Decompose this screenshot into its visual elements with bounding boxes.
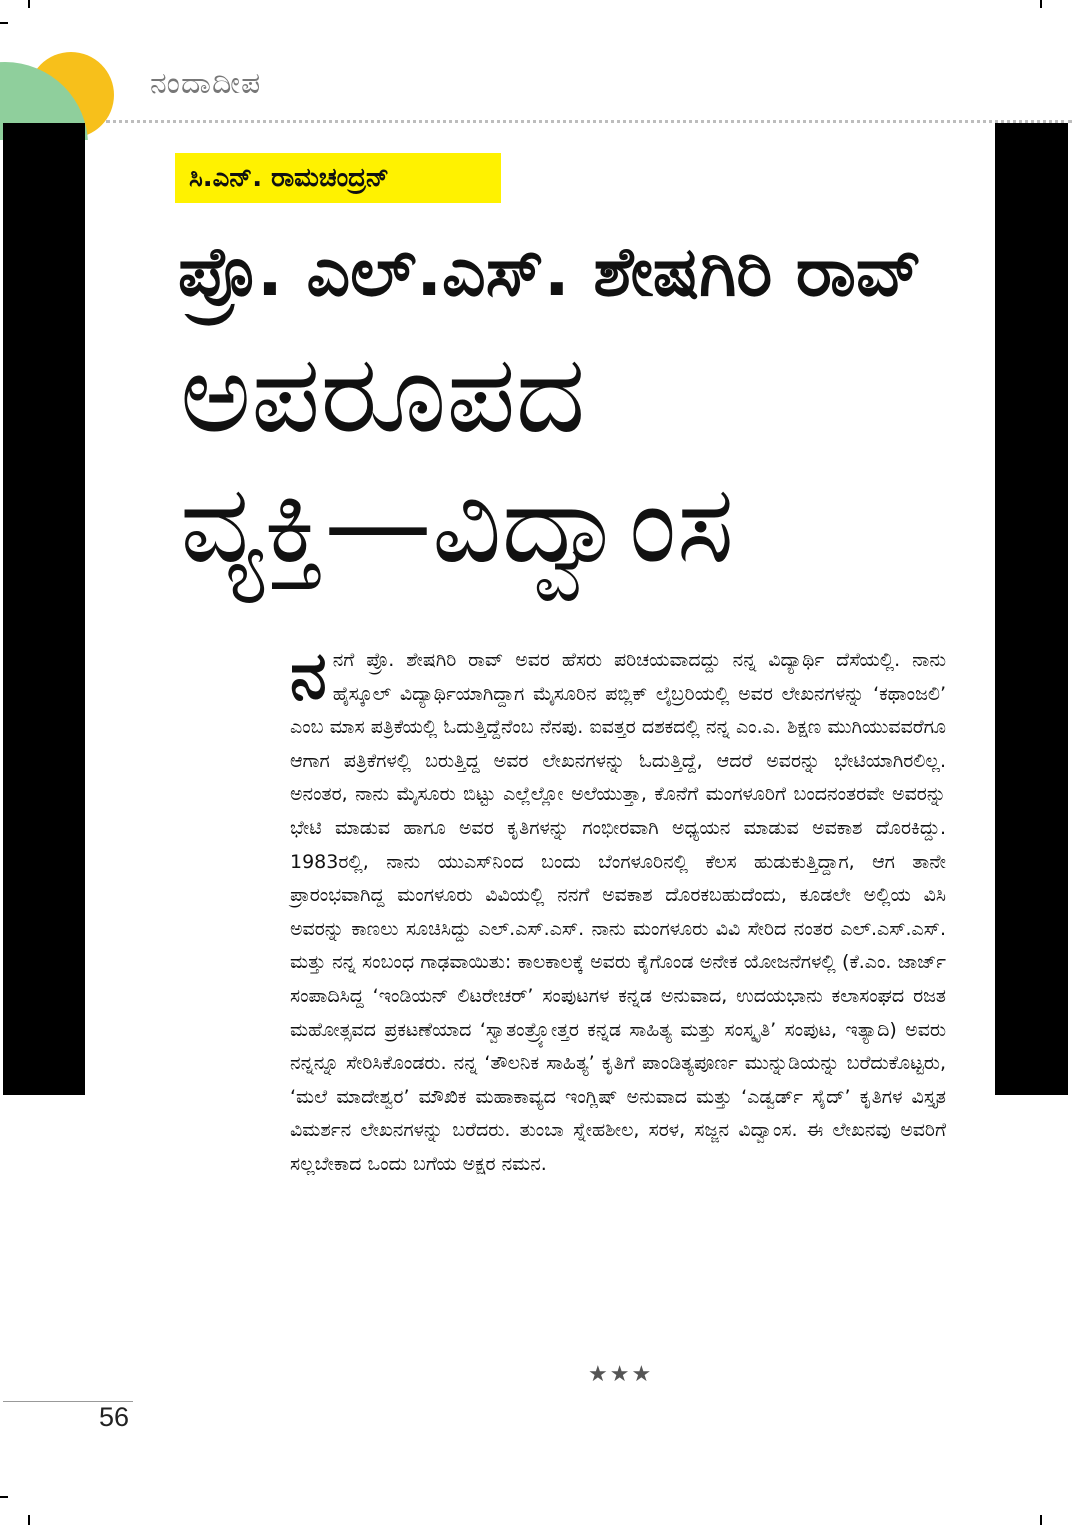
left-black-bar [3,123,85,1095]
article-headline: ಪ್ರೊ. ಎಲ್.ಎಸ್. ಶೇಷಗಿರಿ ರಾವ್ [178,233,922,312]
article-title-line-1: ಅಪರೂಪದ [180,332,586,457]
right-black-bar [995,123,1068,1095]
author-name: ಸಿ.ಎನ್. ರಾಮಚಂದ್ರನ್ [175,153,501,203]
magazine-name: ನಂದಾದೀಪ [150,66,262,101]
crop-mark [0,1496,8,1498]
end-mark: ★★★ [588,1362,654,1387]
page-number: 56 [99,1402,130,1432]
header-dotted-divider [106,120,1072,123]
article-title-line-2: ವ್ಯಕ್ತಿ—ವಿದ್ವಾಂಸ [180,462,735,587]
crop-mark [1040,1515,1042,1525]
crop-mark [1040,0,1042,8]
article-body-text: ನಗೆ ಪ್ರೊ. ಶೇಷಗಿರಿ ರಾವ್ ಅವರ ಹೆಸರು ಪರಿಚಯವಾದದ್ದು ನನ್ನ ವಿದ್ಯಾರ್ಥಿ ದೆಸೆಯಲ್ಲಿ. ನಾನು ಹೈಸ್ಕೂಲ್ ವಿದ್ಯಾರ್ಥಿಯಾಗಿದ್ದಾಗ ಮೈಸೂರಿನ ಪಬ್ಲಿಕ್ ಲೈಬ್ರರಿಯಲ್ಲಿ ಅವರ ಲೇಖನಗಳನ್ನು ‘ಕಥಾಂಜಲಿ’ ಎಂಬ ಮಾಸ ಪತ್ರಿಕೆಯಲ್ಲಿ ಓದುತ್ತಿದ್ದೆನೆಂಬ ನೆನಪು. ಐವತ್ತರ ದಶಕದಲ್ಲಿ ನನ್ನ ಎಂ.ಎ. ಶಿಕ್ಷಣ ಮುಗಿಯುವವರೆಗೂ ಆಗಾಗ ಪತ್ರಿಕೆಗಳಲ್ಲಿ ಬರುತ್ತಿದ್ದ ಅವರ ಲೇಖನಗಳನ್ನು ಓದುತ್ತಿದ್ದೆ, ಆದರೆ ಅವರನ್ನು ಭೇಟಿಯಾಗಿರಲಿಲ್ಲ. ಅನಂತರ, ನಾನು ಮೈಸೂರು ಬಿಟ್ಟು ಎಲ್ಲೆಲ್ಲೋ ಅಲೆಯುತ್ತಾ, ಕೊನೆಗೆ ಮಂಗಳೂರಿಗೆ ಬಂದನಂತರವೇ ಅವರನ್ನು ಭೇಟಿ ಮಾಡುವ ಹಾಗೂ ಅವರ ಕೃತಿಗಳನ್ನು ಗಂಭೀರವಾಗಿ ಅಧ್ಯಯನ ಮಾಡುವ ಅವಕಾಶ ದೊರಕಿದ್ದು. 1983ರಲ್ಲಿ, ನಾನು ಯುಎಸ್‌ನಿಂದ ಬಂದು ಬೆಂಗಳೂರಿನಲ್ಲಿ ಕೆಲಸ ಹುಡುಕುತ್ತಿದ್ದಾಗ, ಆಗ ತಾನೇ ಪ್ರಾರಂಭವಾಗಿದ್ದ ಮಂಗಳೂರು ವಿವಿಯಲ್ಲಿ ನನಗೆ ಅವಕಾಶ ದೊರಕಬಹುದೆಂದು, ಕೂಡಲೇ ಅಲ್ಲಿಯ ವಿಸಿ ಅವರನ್ನು ಕಾಣಲು ಸೂಚಿಸಿದ್ದು ಎಲ್.ಎಸ್.ಎಸ್. ನಾನು ಮಂಗಳೂರು ವಿವಿ ಸೇರಿದ ನಂತರ ಎಲ್.ಎಸ್.ಎಸ್. ಮತ್ತು ನನ್ನ ಸಂಬಂಧ ಗಾಢವಾಯಿತು: ಕಾಲಕಾಲಕ್ಕೆ ಅವರು ಕೈಗೊಂಡ ಅನೇಕ ಯೋಜನೆಗಳಲ್ಲಿ (ಕೆ.ಎಂ. ಜಾರ್ಜ್ ಸಂಪಾದಿಸಿದ್ದ ‘ಇಂಡಿಯನ್ ಲಿಟರೇಚರ್’ ಸಂಪುಟಗಳ ಕನ್ನಡ ಅನುವಾದ, ಉದಯಭಾನು ಕಲಾಸಂಘದ ರಜತ ಮಹೋತ್ಸವದ ಪ್ರಕಟಣೆಯಾದ ‘ಸ್ವಾತಂತ್ರ್ಯೋತ್ತರ ಕನ್ನಡ ಸಾಹಿತ್ಯ ಮತ್ತು ಸಂಸ್ಕೃತಿ’ ಸಂಪುಟ, ಇತ್ಯಾದಿ) ಅವರು ನನ್ನನ್ನೂ ಸೇರಿಸಿಕೊಂಡರು. ನನ್ನ ‘ತೌಲನಿಕ ಸಾಹಿತ್ಯ’ ಕೃತಿಗೆ ಪಾಂಡಿತ್ಯಪೂರ್ಣ ಮುನ್ನುಡಿಯನ್ನು ಬರೆದುಕೊಟ್ಟರು, ‘ಮಲೆ ಮಾದೇಶ್ವರ’ ಮೌಖಿಕ ಮಹಾಕಾವ್ಯದ ಇಂಗ್ಲಿಷ್ ಅನುವಾದ ಮತ್ತು ‘ಎಡ್ವರ್ಡ್ ಸೈದ್’ ಕೃತಿಗಳ ವಿಸ್ತೃತ ವಿಮರ್ಶನ ಲೇಖನಗಳನ್ನು ಬರೆದರು. ತುಂಬಾ ಸ್ನೇಹಶೀಲ, ಸರಳ, ಸಜ್ಜನ ವಿದ್ವಾಂಸ. ಈ ಲೇಖನವು ಅವರಿಗೆ ಸಲ್ಲಬೇಕಾದ ಒಂದು ಬಗೆಯ ಅಕ್ಷರ ನಮನ. [290,649,946,1175]
drop-cap: ನ [290,637,327,714]
article-body [290,637,946,1182]
magazine-logo-shape [0,0,120,140]
crop-mark [28,1515,30,1525]
